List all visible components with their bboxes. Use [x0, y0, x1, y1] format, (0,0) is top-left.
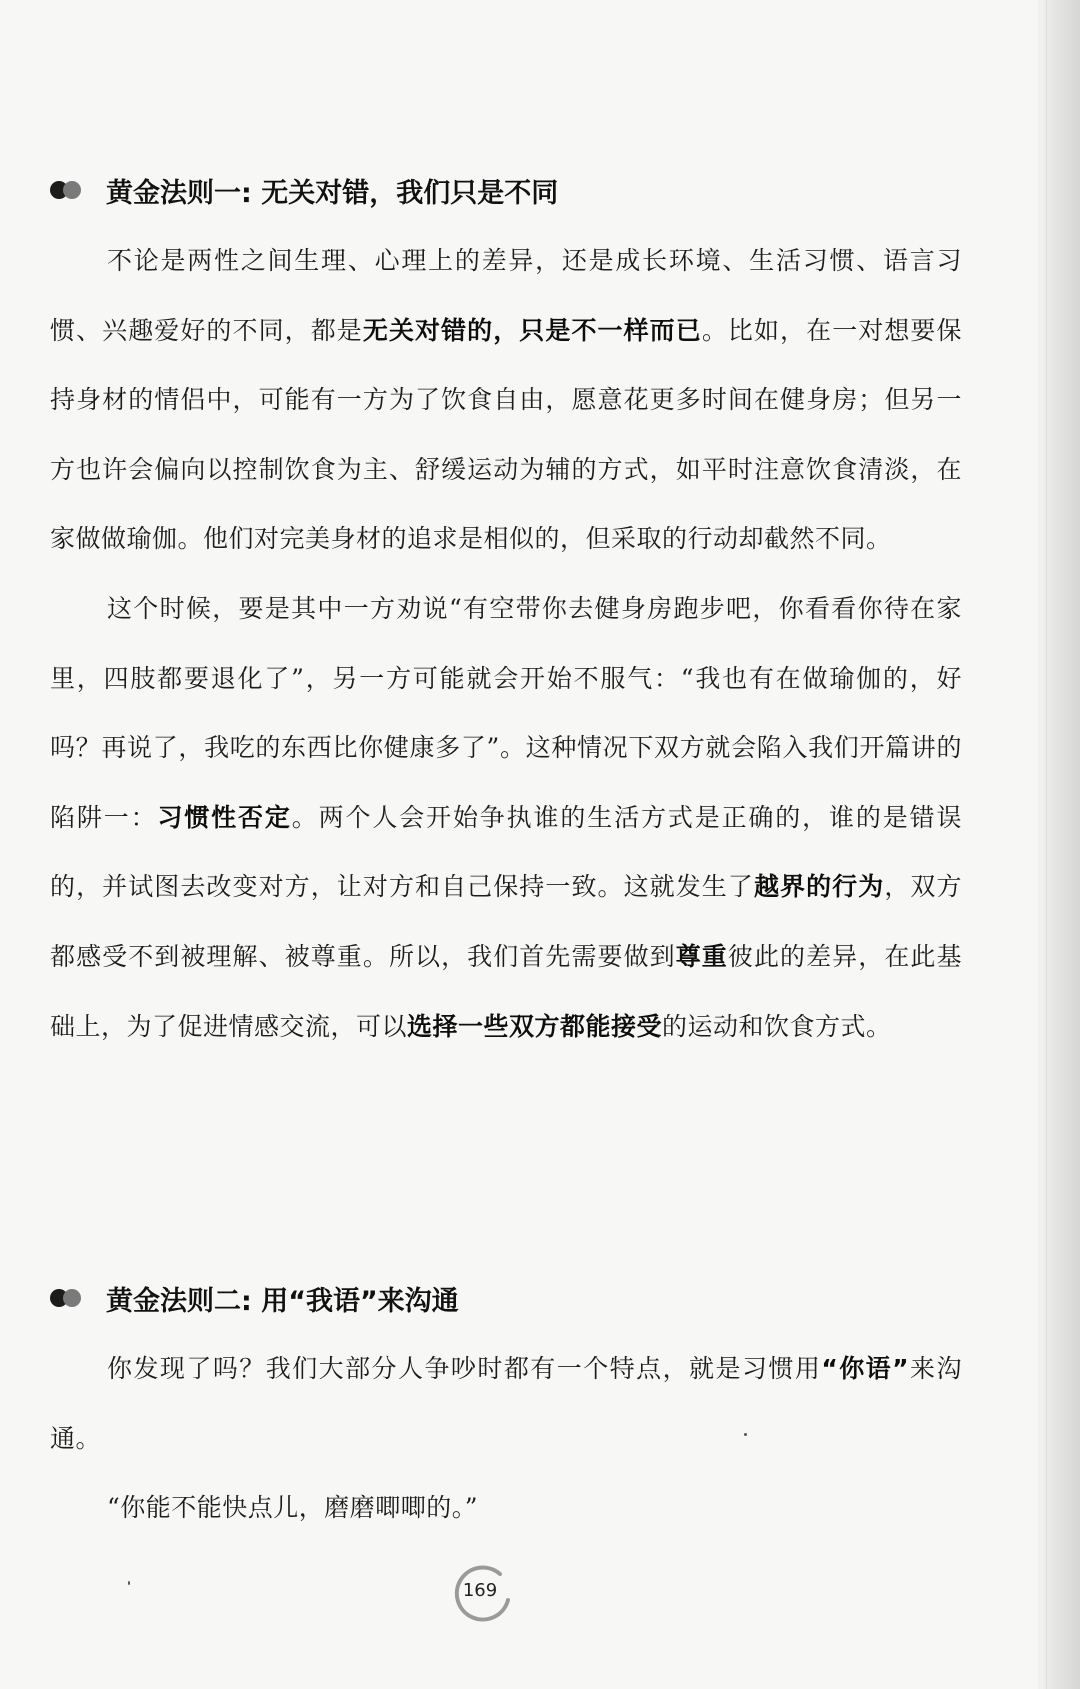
emphasis: “你语” [821, 1354, 910, 1383]
heading-text: 黄金法则二: 用“我语”来沟通 [106, 1285, 459, 1317]
scan-speck [128, 1581, 130, 1585]
section-one-body [50, 226, 962, 1061]
section-two-body [50, 1334, 962, 1543]
section-heading-rule-one [50, 170, 558, 210]
scan-speck [744, 1433, 747, 1436]
page-edge-shadow [1038, 0, 1080, 1689]
emphasis: 选择一些双方都能接受 [407, 1011, 663, 1041]
double-dot-bullet-icon [50, 180, 84, 200]
paragraph: 不论是两性之间生理、心理上的差异，还是成长环境、生活习惯、语言习惯、兴趣爱好的不同，都是无关对错的，只是不一样而已。比如，在一对想要保持身材的情侣中，可能有一方为了饮食自由，愿意花更多时间在健身房；但另一方也许会偏向以控制饮食为主、舒缓运动为辅的方式，如平时注意饮食清淡，在家做做瑜伽。他们对完美身材的追求是相似的，但采取的行动却截然不同。 [50, 246, 962, 554]
paragraph: “你能不能快点儿，磨磨唧唧的。” [107, 1493, 479, 1523]
page-number: 169 [462, 1580, 498, 1601]
paragraph: 这个时候，要是其中一方劝说“有空带你去健身房跑步吧，你看看你待在家里，四肢都要退化了”，另一方可能就会开始不服气：“我也有在做瑜伽的，好吗？再说了，我吃的东西比你健康多了”。这种情况下双方就会陷入我们开篇讲的陷阱一：习惯性否定。两个人会开始争执谁的生活方式是正确的，谁的是错误的，并试图去改变对方，让对方和自己保持一致。这就发生了越界的行为，双方都感受不到被理解、被尊重。所以，我们首先需要做到尊重彼此的差异，在此基础上，为了促进情感交流，可以选择一些双方都能接受的运动和饮食方式。 [50, 593, 962, 1041]
emphasis: 习惯性否定 [157, 802, 292, 832]
double-dot-bullet-icon [50, 1288, 84, 1308]
page-number-badge [450, 1562, 514, 1626]
paragraph: 你发现了吗？我们大部分人争吵时都有一个特点，就是习惯用“你语”来沟通。 [50, 1354, 962, 1453]
emphasis: 尊重 [675, 941, 728, 971]
section-heading-rule-two [50, 1278, 459, 1318]
heading-text: 黄金法则一: 无关对错，我们只是不同 [106, 177, 559, 209]
emphasis: 越界的行为 [753, 872, 885, 902]
emphasis: 无关对错的，只是不一样而已 [362, 315, 702, 345]
